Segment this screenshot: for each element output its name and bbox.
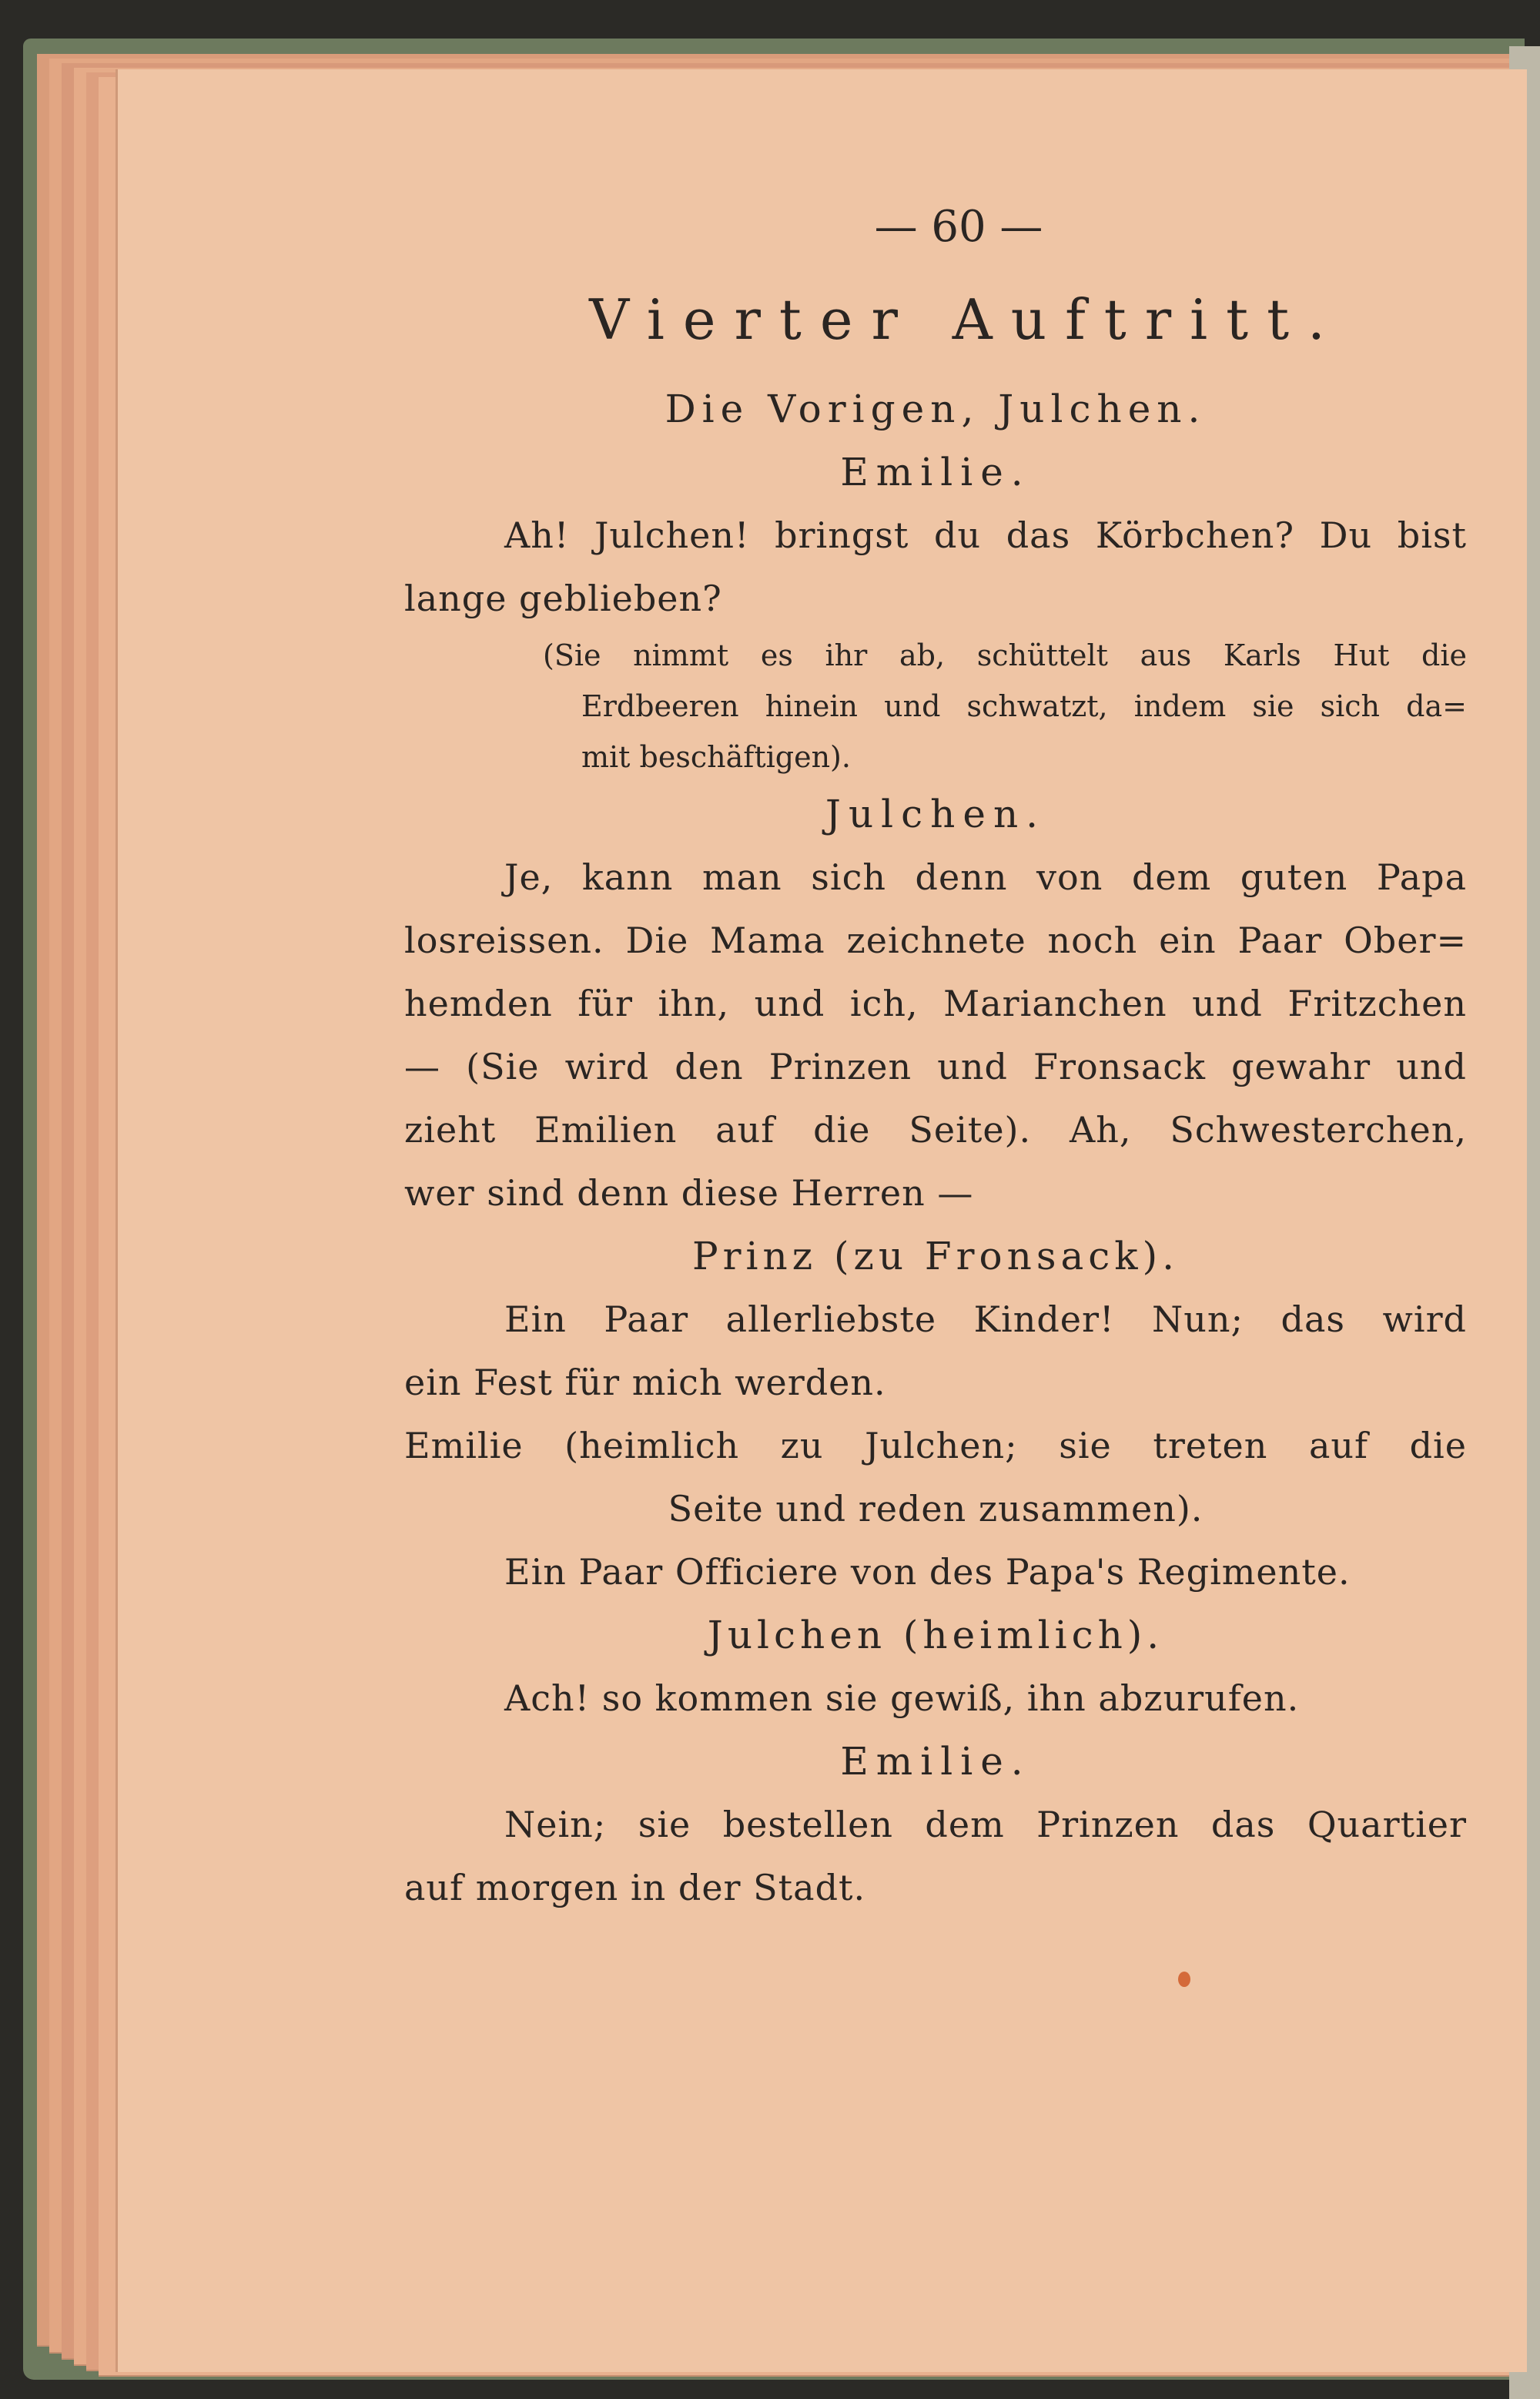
dialogue-line: Ah! Julchen! bringst du das Körbchen? Du bist xyxy=(504,514,1467,556)
speaker-name: Julchen. xyxy=(825,792,1046,836)
dialogue-line: Je, kann man sich denn von dem guten Papa xyxy=(504,856,1467,898)
dialogue-line: Ach! so kommen sie gewiß, ihn abzurufen. xyxy=(504,1677,1300,1719)
dialogue-line: losreissen. Die Mama zeichnete noch ein Paar Ober= xyxy=(404,920,1467,961)
speaker-name: Emilie. xyxy=(840,1739,1031,1784)
dialogue-line: lange geblieben? xyxy=(404,578,722,619)
dialogue-line: Ein Paar allerliebste Kinder! Nun; das wird xyxy=(504,1298,1467,1340)
dialogue-line: auf morgen in der Stadt. xyxy=(404,1867,866,1908)
scene-characters: Die Vorigen, Julchen. xyxy=(665,387,1207,431)
dialogue-line: — (Sie wird den Prinzen und Fronsack gewahr und xyxy=(404,1046,1467,1087)
page-text xyxy=(404,193,1467,1919)
speaker-name: Julchen (heimlich). xyxy=(707,1613,1164,1657)
scene-heading: Vierter Auftritt. xyxy=(589,287,1344,352)
dialogue-line: hemden für ihn, und ich, Marianchen und Fritzchen xyxy=(404,983,1467,1024)
speaker-with-direction: Emilie (heimlich zu Julchen; sie treten auf die xyxy=(404,1425,1467,1466)
dialogue-line: Nein; sie bestellen dem Prinzen das Quartier xyxy=(504,1804,1467,1845)
stage-direction: mit beschäftigen). xyxy=(581,740,851,774)
dialogue-line: ein Fest für mich werden. xyxy=(404,1362,886,1403)
stage-direction: Seite und reden zusammen). xyxy=(668,1488,1204,1530)
ink-stain xyxy=(1178,1972,1190,1987)
stage-direction: Erdbeeren hinein und schwatzt, indem sie sich da= xyxy=(581,689,1467,723)
dialogue-line: wer sind denn diese Herren — xyxy=(404,1172,974,1214)
page-number: — 60 — xyxy=(874,202,1043,252)
speaker-name: Emilie. xyxy=(840,450,1031,494)
dialogue-line: zieht Emilien auf die Seite). Ah, Schwesterchen, xyxy=(404,1109,1467,1151)
speaker-name: Prinz (zu Fronsack). xyxy=(692,1234,1179,1278)
dialogue-line: Ein Paar Officiere von des Papa's Regimente. xyxy=(504,1551,1351,1593)
stage-direction: (Sie nimmt es ihr ab, schüttelt aus Karls Hut die xyxy=(543,638,1467,672)
